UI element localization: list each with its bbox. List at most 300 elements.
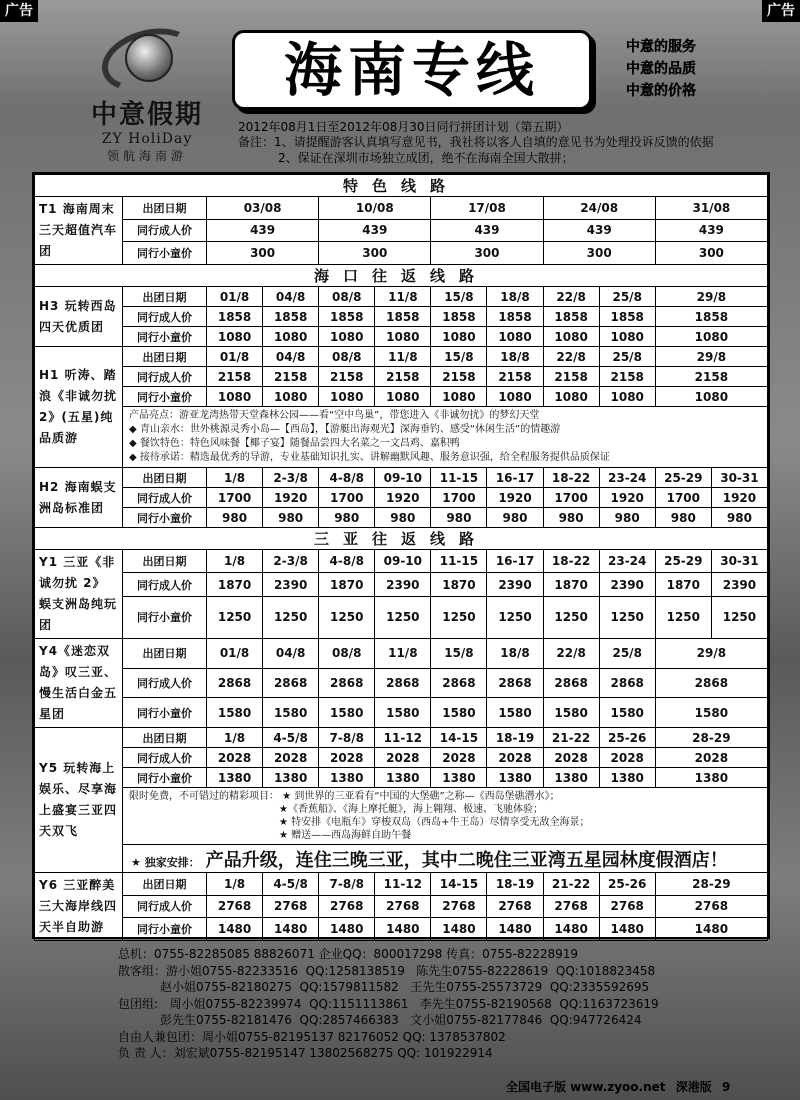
cell-child: 1250 bbox=[431, 596, 487, 638]
cell-date: 1/8 bbox=[207, 728, 263, 748]
cell-adult: 1700 bbox=[431, 488, 487, 508]
cell-adult: 2868 bbox=[263, 668, 319, 698]
cell-child: 1480 bbox=[599, 918, 655, 941]
section-header-row bbox=[35, 175, 768, 197]
row-label: 同行小童价 bbox=[123, 918, 207, 941]
table-row bbox=[35, 327, 768, 347]
cell-date: 18-22 bbox=[543, 550, 599, 573]
cell-adult: 2158 bbox=[319, 367, 375, 387]
cell-child: 1480 bbox=[375, 918, 431, 941]
cell-child: 1080 bbox=[655, 327, 767, 347]
cell-date: 18-19 bbox=[487, 728, 543, 748]
cell-date: 14-15 bbox=[431, 728, 487, 748]
cell-child: 1480 bbox=[207, 918, 263, 941]
cell-child: 1580 bbox=[431, 698, 487, 728]
row-label: 同行成人价 bbox=[123, 895, 207, 918]
row-label: 同行成人价 bbox=[123, 573, 207, 596]
cell-child: 1480 bbox=[655, 918, 767, 941]
cell-adult: 2028 bbox=[319, 748, 375, 768]
cell-date: 18/8 bbox=[487, 347, 543, 367]
contact-line: 自由人兼包团：周小姐0755-82195137 82176052 QQ: 1378537802 bbox=[118, 1029, 506, 1044]
highlight-line: ◆ 接待承诺：精选最优秀的导游，专业基础知识扎实、讲解幽默风趣、服务意识强，给全程服务提供品质保证 bbox=[129, 452, 610, 463]
free-item-line: ★ 特安排《电瓶车》穿梭双岛（西岛+牛王岛）尽情享受无敌全海景； bbox=[279, 817, 590, 828]
highlight-line: ◆ 青山亲水：世外桃源灵秀小岛—【西岛】，【游艇出海观光】深海垂钓、感受“休闲生活”的情趣游 bbox=[129, 424, 561, 435]
cell-date: 15/8 bbox=[431, 347, 487, 367]
cell-date: 15/8 bbox=[431, 639, 487, 669]
cell-adult: 1858 bbox=[207, 307, 263, 327]
cell-adult: 2158 bbox=[431, 367, 487, 387]
route-name: Y5 玩转海上娱乐、尽享海上盛宴三亚四天双飞 bbox=[35, 728, 123, 873]
cell-date: 04/8 bbox=[263, 347, 319, 367]
table-row bbox=[35, 698, 768, 728]
cell-adult: 1700 bbox=[319, 488, 375, 508]
logo-english-name: ZY HoliDay bbox=[101, 131, 193, 147]
cell-adult: 2028 bbox=[655, 748, 767, 768]
cell-child: 980 bbox=[599, 508, 655, 528]
cell-adult: 1920 bbox=[711, 488, 767, 508]
cell-child: 1380 bbox=[543, 768, 599, 788]
cell-date: 31/08 bbox=[655, 197, 767, 220]
table-row bbox=[35, 748, 768, 768]
cell-child: 300 bbox=[207, 242, 319, 265]
cell-adult: 1870 bbox=[543, 573, 599, 596]
cell-adult: 2768 bbox=[487, 895, 543, 918]
cell-child: 1250 bbox=[319, 596, 375, 638]
cell-date: 01/8 bbox=[207, 287, 263, 307]
cell-date: 30-31 bbox=[711, 468, 767, 488]
slogan-quality: 中意的品质 bbox=[626, 61, 696, 77]
price-table bbox=[34, 174, 768, 941]
cell-adult: 2868 bbox=[487, 668, 543, 698]
cell-child: 1380 bbox=[431, 768, 487, 788]
cell-child: 1080 bbox=[375, 327, 431, 347]
cell-adult: 2390 bbox=[487, 573, 543, 596]
row-label: 同行小童价 bbox=[123, 596, 207, 638]
row-label: 出团日期 bbox=[123, 468, 207, 488]
highlights-row bbox=[35, 407, 768, 468]
row-label: 同行小童价 bbox=[123, 698, 207, 728]
cell-date: 01/8 bbox=[207, 639, 263, 669]
cell-date: 18/8 bbox=[487, 287, 543, 307]
cell-child: 1080 bbox=[655, 387, 767, 407]
cell-child: 980 bbox=[487, 508, 543, 528]
cell-child: 1380 bbox=[263, 768, 319, 788]
cell-date: 25/8 bbox=[599, 347, 655, 367]
exclusive-arrangement bbox=[123, 845, 768, 873]
ad-tag-right: 广告 bbox=[762, 0, 800, 22]
free-items bbox=[123, 788, 768, 845]
free-items-row bbox=[35, 788, 768, 845]
route-name: H1 听涛、踏浪《非诚勿扰 2》(五星)纯品质游 bbox=[35, 347, 123, 468]
cell-date: 08/8 bbox=[319, 347, 375, 367]
section-title: 海口往返线路 bbox=[35, 265, 768, 287]
cell-date: 25-29 bbox=[655, 468, 711, 488]
table-row bbox=[35, 287, 768, 307]
section-title: 特色线路 bbox=[35, 175, 768, 197]
cell-date: 2-3/8 bbox=[263, 468, 319, 488]
remark-1: 备注：1、请提醒游客认真填写意见书，我社将以客人自填的意见书为处理投诉反馈的依据 bbox=[238, 135, 714, 149]
cell-child: 980 bbox=[207, 508, 263, 528]
contact-line: 赵小姐0755-82180275 QQ:1579811582 王先生0755-25573729 QQ:2335592695 bbox=[118, 980, 650, 994]
cell-child: 1080 bbox=[487, 387, 543, 407]
slogans bbox=[626, 36, 736, 102]
cell-adult: 2768 bbox=[543, 895, 599, 918]
cell-date: 14-15 bbox=[431, 873, 487, 896]
cell-child: 1080 bbox=[207, 387, 263, 407]
slogan-service: 中意的服务 bbox=[626, 39, 696, 55]
price-table-panel bbox=[32, 172, 770, 939]
free-item-line: ★ 赠送——西岛海鲜自助午餐 bbox=[279, 830, 412, 841]
row-label: 出团日期 bbox=[123, 287, 207, 307]
cell-date: 1/8 bbox=[207, 468, 263, 488]
cell-adult: 2028 bbox=[599, 748, 655, 768]
row-label: 同行成人价 bbox=[123, 748, 207, 768]
cell-child: 1080 bbox=[431, 327, 487, 347]
row-label: 同行小童价 bbox=[123, 768, 207, 788]
cell-date: 2-3/8 bbox=[263, 550, 319, 573]
row-label: 同行成人价 bbox=[123, 307, 207, 327]
table-row bbox=[35, 550, 768, 573]
table-row bbox=[35, 387, 768, 407]
cell-child: 1080 bbox=[431, 387, 487, 407]
cell-adult: 2028 bbox=[207, 748, 263, 768]
row-label: 同行成人价 bbox=[123, 488, 207, 508]
cell-adult: 1870 bbox=[655, 573, 711, 596]
cell-date: 4-5/8 bbox=[263, 728, 319, 748]
table-row bbox=[35, 242, 768, 265]
cell-date: 25-26 bbox=[599, 728, 655, 748]
free-item-line: 限时免费，不可错过的精彩项目： ★ 到世界的三亚看有“中国的大堡礁”之称—《西岛堡礁潜水》； bbox=[129, 791, 560, 802]
cell-child: 1580 bbox=[599, 698, 655, 728]
cell-child: 980 bbox=[319, 508, 375, 528]
cell-child: 1580 bbox=[375, 698, 431, 728]
table-row bbox=[35, 508, 768, 528]
cell-date: 15/8 bbox=[431, 287, 487, 307]
cell-child: 1480 bbox=[543, 918, 599, 941]
table-row bbox=[35, 468, 768, 488]
cell-child: 1080 bbox=[263, 327, 319, 347]
contact-info bbox=[118, 946, 758, 1062]
row-label: 出团日期 bbox=[123, 550, 207, 573]
row-label: 出团日期 bbox=[123, 197, 207, 220]
cell-adult: 1870 bbox=[431, 573, 487, 596]
footer-site: 全国电子版 www.zyoo.net bbox=[506, 1080, 666, 1094]
table-row bbox=[35, 347, 768, 367]
cell-child: 1080 bbox=[375, 387, 431, 407]
cell-date: 22/8 bbox=[543, 287, 599, 307]
cell-date: 11-15 bbox=[431, 550, 487, 573]
highlight-line: ◆ 餐饮特色：特色风味餐【椰子宴】随餐品尝四大名菜之一文昌鸡、嘉积鸭 bbox=[129, 438, 460, 449]
globe-logo-icon bbox=[97, 28, 197, 98]
cell-date: 29/8 bbox=[655, 639, 767, 669]
cell-date: 10/08 bbox=[319, 197, 431, 220]
cell-child: 1080 bbox=[263, 387, 319, 407]
cell-child: 980 bbox=[375, 508, 431, 528]
cell-child: 1080 bbox=[599, 327, 655, 347]
cell-adult: 2028 bbox=[487, 748, 543, 768]
table-row bbox=[35, 668, 768, 698]
cell-adult: 2768 bbox=[655, 895, 767, 918]
row-label: 同行成人价 bbox=[123, 668, 207, 698]
cell-adult: 439 bbox=[655, 219, 767, 242]
cell-adult: 1870 bbox=[319, 573, 375, 596]
cell-date: 7-8/8 bbox=[319, 728, 375, 748]
cell-date: 08/8 bbox=[319, 287, 375, 307]
table-row bbox=[35, 895, 768, 918]
cell-child: 1580 bbox=[543, 698, 599, 728]
cell-adult: 1858 bbox=[263, 307, 319, 327]
cell-date: 25-26 bbox=[599, 873, 655, 896]
cell-date: 04/8 bbox=[263, 639, 319, 669]
plan-period: 2012年08月1日至2012年08月30日同行拼团计划（第五期） bbox=[238, 120, 569, 134]
cell-date: 11-12 bbox=[375, 728, 431, 748]
cell-date: 09-10 bbox=[375, 550, 431, 573]
cell-adult: 2390 bbox=[711, 573, 767, 596]
row-label: 出团日期 bbox=[123, 347, 207, 367]
table-row bbox=[35, 197, 768, 220]
row-label: 出团日期 bbox=[123, 728, 207, 748]
cell-adult: 2768 bbox=[599, 895, 655, 918]
cell-date: 16-17 bbox=[487, 550, 543, 573]
product-highlights bbox=[123, 407, 768, 468]
cell-child: 1080 bbox=[543, 327, 599, 347]
table-row bbox=[35, 768, 768, 788]
slogan-price: 中意的价格 bbox=[626, 83, 696, 99]
cell-date: 08/8 bbox=[319, 639, 375, 669]
cell-date: 30-31 bbox=[711, 550, 767, 573]
free-item-line: ★《香蕉船》、《海上摩托艇》，海上翱翔、极速、飞驰体验； bbox=[279, 804, 543, 815]
route-name: H3 玩转西岛四天优质团 bbox=[35, 287, 123, 347]
cell-adult: 2158 bbox=[487, 367, 543, 387]
cell-adult: 2390 bbox=[375, 573, 431, 596]
cell-date: 09-10 bbox=[375, 468, 431, 488]
cell-date: 11/8 bbox=[375, 287, 431, 307]
section-header-row bbox=[35, 528, 768, 550]
footer-edition: 深港版 bbox=[675, 1080, 712, 1094]
cell-date: 7-8/8 bbox=[319, 873, 375, 896]
cell-adult: 2868 bbox=[319, 668, 375, 698]
cell-adult: 2158 bbox=[655, 367, 767, 387]
cell-child: 980 bbox=[543, 508, 599, 528]
cell-adult: 2028 bbox=[375, 748, 431, 768]
cell-date: 22/8 bbox=[543, 347, 599, 367]
logo-tagline: 领航海南游 bbox=[106, 149, 187, 163]
cell-child: 1080 bbox=[599, 387, 655, 407]
table-row bbox=[35, 596, 768, 638]
cell-child: 1250 bbox=[375, 596, 431, 638]
cell-adult: 2768 bbox=[431, 895, 487, 918]
cell-child: 1580 bbox=[207, 698, 263, 728]
cell-adult: 2768 bbox=[319, 895, 375, 918]
row-label: 同行小童价 bbox=[123, 242, 207, 265]
cell-child: 1380 bbox=[375, 768, 431, 788]
row-label: 同行小童价 bbox=[123, 327, 207, 347]
cell-date: 11/8 bbox=[375, 639, 431, 669]
cell-date: 01/8 bbox=[207, 347, 263, 367]
cell-child: 1380 bbox=[599, 768, 655, 788]
cell-date: 04/8 bbox=[263, 287, 319, 307]
company-logo bbox=[72, 28, 222, 168]
cell-adult: 1858 bbox=[431, 307, 487, 327]
cell-adult: 2868 bbox=[375, 668, 431, 698]
cell-child: 1380 bbox=[207, 768, 263, 788]
remark-2: 2、保证在深圳市场独立成团，绝不在海南全国大散拼； bbox=[278, 151, 574, 165]
cell-adult: 439 bbox=[207, 219, 319, 242]
cell-date: 23-24 bbox=[599, 550, 655, 573]
table-row bbox=[35, 918, 768, 941]
cell-date: 28-29 bbox=[655, 728, 767, 748]
cell-child: 1480 bbox=[319, 918, 375, 941]
row-label: 同行成人价 bbox=[123, 367, 207, 387]
cell-child: 1480 bbox=[487, 918, 543, 941]
cell-adult: 439 bbox=[319, 219, 431, 242]
table-row bbox=[35, 639, 768, 669]
cell-date: 22/8 bbox=[543, 639, 599, 669]
cell-adult: 2390 bbox=[599, 573, 655, 596]
cell-date: 03/08 bbox=[207, 197, 319, 220]
contact-line: 负 责 人：刘宏斌0755-82195147 13802568275 QQ: 101922914 bbox=[118, 1046, 493, 1060]
route-name: Y4《迷恋双岛》叹三亚、慢生活白金五星团 bbox=[35, 639, 123, 728]
route-name: Y6 三亚醉美三大海岸线四天半自助游 bbox=[35, 873, 123, 941]
exclusive-row bbox=[35, 845, 768, 873]
cell-child: 300 bbox=[655, 242, 767, 265]
cell-adult: 1858 bbox=[319, 307, 375, 327]
cell-child: 980 bbox=[431, 508, 487, 528]
cell-child: 1250 bbox=[263, 596, 319, 638]
cell-child: 1080 bbox=[207, 327, 263, 347]
cell-child: 1080 bbox=[543, 387, 599, 407]
table-row bbox=[35, 307, 768, 327]
cell-child: 1480 bbox=[431, 918, 487, 941]
contact-line: 散客组：游小姐0755-82233516 QQ:1258138519 陈先生0755-82228619 QQ:1018823458 bbox=[118, 963, 656, 978]
cell-adult: 2868 bbox=[543, 668, 599, 698]
cell-child: 980 bbox=[711, 508, 767, 528]
cell-child: 1250 bbox=[487, 596, 543, 638]
cell-date: 29/8 bbox=[655, 287, 767, 307]
cell-date: 18/8 bbox=[487, 639, 543, 669]
section-header-row bbox=[35, 265, 768, 287]
cell-date: 25/8 bbox=[599, 639, 655, 669]
cell-adult: 2768 bbox=[375, 895, 431, 918]
cell-child: 1080 bbox=[487, 327, 543, 347]
cell-adult: 1920 bbox=[375, 488, 431, 508]
cell-adult: 1920 bbox=[263, 488, 319, 508]
cell-date: 21-22 bbox=[543, 873, 599, 896]
cell-adult: 2158 bbox=[599, 367, 655, 387]
cell-date: 18-22 bbox=[543, 468, 599, 488]
cell-child: 1580 bbox=[319, 698, 375, 728]
table-row bbox=[35, 219, 768, 242]
cell-child: 1250 bbox=[543, 596, 599, 638]
table-row bbox=[35, 488, 768, 508]
cell-child: 1250 bbox=[207, 596, 263, 638]
cell-date: 25-29 bbox=[655, 550, 711, 573]
cell-adult: 1858 bbox=[375, 307, 431, 327]
logo-chinese-name: 中意假期 bbox=[90, 100, 203, 130]
cell-adult: 1858 bbox=[655, 307, 767, 327]
row-label: 同行小童价 bbox=[123, 387, 207, 407]
exclusive-text: 产品升级，连住三晚三亚，其中二晚住三亚湾五星园林度假酒店！ bbox=[205, 849, 728, 871]
cell-adult: 2158 bbox=[207, 367, 263, 387]
row-label: 同行小童价 bbox=[123, 508, 207, 528]
cell-child: 980 bbox=[263, 508, 319, 528]
cell-child: 1580 bbox=[655, 698, 767, 728]
cell-adult: 2390 bbox=[263, 573, 319, 596]
ad-tag-left: 广告 bbox=[0, 0, 38, 22]
cell-child: 1080 bbox=[319, 387, 375, 407]
highlight-line: 产品亮点：游亚龙湾热带天堂森林公园——看“空中鸟巢”，带您进入《非诚勿扰》的梦幻天堂 bbox=[129, 410, 540, 421]
page-header bbox=[0, 0, 800, 172]
remarks bbox=[238, 134, 778, 166]
contact-line: 包团组: 周小姐0755-82239974 QQ:1151113861 李先生0755-82190568 QQ:1163723619 bbox=[118, 996, 659, 1011]
cell-child: 1380 bbox=[655, 768, 767, 788]
cell-child: 1380 bbox=[319, 768, 375, 788]
cell-adult: 1700 bbox=[655, 488, 711, 508]
contact-line: 彭先生0755-82181476 QQ:2857466383 文小姐0755-82177846 QQ:947726424 bbox=[118, 1013, 642, 1027]
cell-child: 980 bbox=[655, 508, 711, 528]
cell-adult: 2868 bbox=[207, 668, 263, 698]
cell-adult: 1700 bbox=[543, 488, 599, 508]
cell-adult: 1870 bbox=[207, 573, 263, 596]
cell-adult: 1858 bbox=[543, 307, 599, 327]
cell-date: 28-29 bbox=[655, 873, 767, 896]
cell-date: 21-22 bbox=[543, 728, 599, 748]
cell-adult: 439 bbox=[543, 219, 655, 242]
cell-date: 29/8 bbox=[655, 347, 767, 367]
row-label: 出团日期 bbox=[123, 873, 207, 896]
cell-adult: 2768 bbox=[207, 895, 263, 918]
cell-adult: 1858 bbox=[599, 307, 655, 327]
contact-line: 总机：0755-82285085 88826071 企业QQ：800017298 传真：0755-82228919 bbox=[118, 947, 579, 961]
cell-child: 300 bbox=[543, 242, 655, 265]
cell-child: 1250 bbox=[711, 596, 767, 638]
cell-adult: 2768 bbox=[263, 895, 319, 918]
cell-date: 11-12 bbox=[375, 873, 431, 896]
table-row bbox=[35, 873, 768, 896]
cell-child: 300 bbox=[431, 242, 543, 265]
cell-child: 1250 bbox=[655, 596, 711, 638]
cell-adult: 1700 bbox=[207, 488, 263, 508]
row-label: 同行成人价 bbox=[123, 219, 207, 242]
route-name: T1 海南周末三天超值汽车团 bbox=[35, 197, 123, 265]
route-name: Y1 三亚《非诚勿扰 2》蜈支洲岛纯玩团 bbox=[35, 550, 123, 639]
cell-date: 1/8 bbox=[207, 550, 263, 573]
cell-adult: 1920 bbox=[487, 488, 543, 508]
table-row bbox=[35, 367, 768, 387]
cell-child: 1580 bbox=[487, 698, 543, 728]
cell-adult: 1920 bbox=[599, 488, 655, 508]
cell-adult: 2028 bbox=[431, 748, 487, 768]
section-title: 三亚往返线路 bbox=[35, 528, 768, 550]
cell-adult: 2158 bbox=[263, 367, 319, 387]
cell-date: 11/8 bbox=[375, 347, 431, 367]
cell-child: 1250 bbox=[599, 596, 655, 638]
cell-adult: 2868 bbox=[599, 668, 655, 698]
cell-adult: 2158 bbox=[543, 367, 599, 387]
cell-date: 17/08 bbox=[431, 197, 543, 220]
cell-date: 4-8/8 bbox=[319, 468, 375, 488]
cell-date: 18-19 bbox=[487, 873, 543, 896]
cell-child: 1380 bbox=[487, 768, 543, 788]
cell-child: 1580 bbox=[263, 698, 319, 728]
cell-date: 11-15 bbox=[431, 468, 487, 488]
cell-adult: 2158 bbox=[375, 367, 431, 387]
cell-date: 24/08 bbox=[543, 197, 655, 220]
cell-adult: 2868 bbox=[431, 668, 487, 698]
page-title: 海南专线 bbox=[232, 30, 592, 110]
page-number: 9 bbox=[721, 1080, 731, 1094]
cell-adult: 2028 bbox=[263, 748, 319, 768]
